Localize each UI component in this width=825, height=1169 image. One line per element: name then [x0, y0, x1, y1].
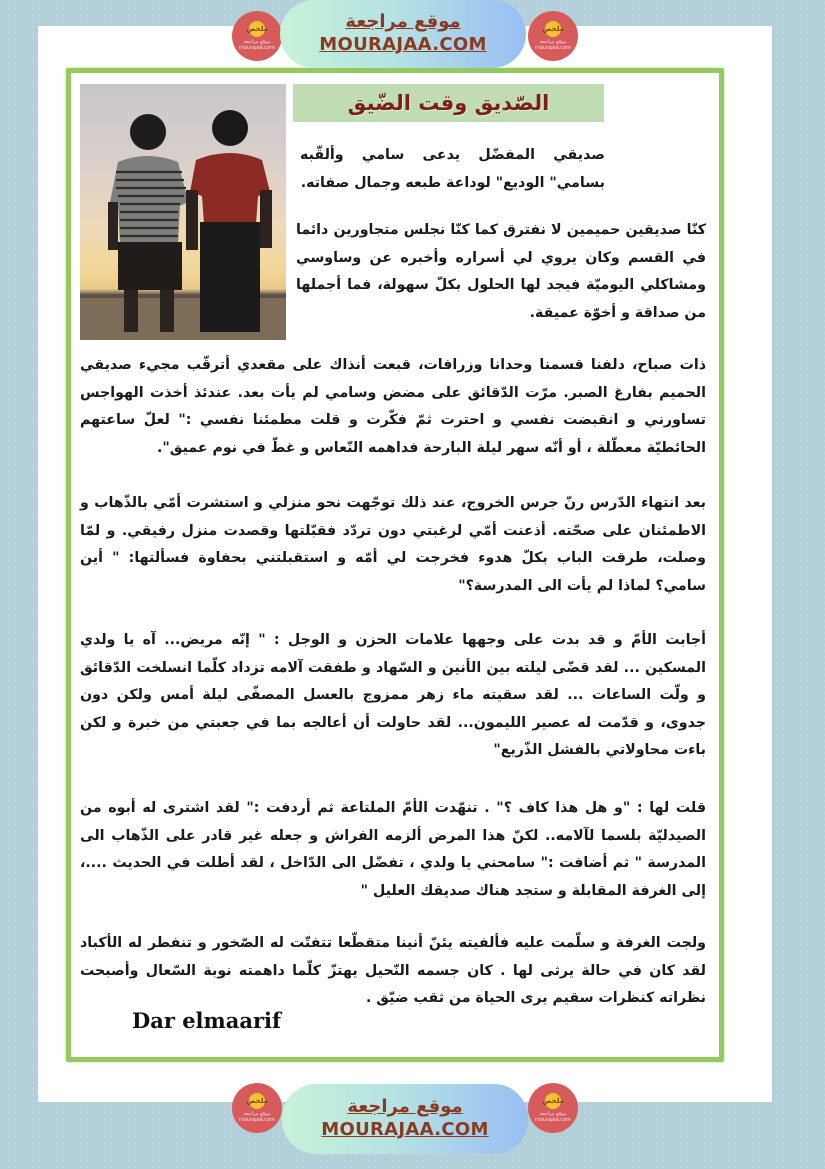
brand-latin-link[interactable]: MOURAJAA.COM [321, 1119, 489, 1140]
site-logo-top-right[interactable] [528, 11, 578, 61]
brand-latin-link[interactable]: MOURAJAA.COM [319, 34, 487, 55]
logo-caption: موقع مراجعة mourajaa.com [238, 39, 275, 51]
site-logo-top-left[interactable] [232, 11, 282, 61]
site-logo-bottom-left[interactable] [232, 1083, 282, 1133]
story-paragraph-4: بعد انتهاء الدّرس رنّ جرس الخروج، عند ذلك توجّهت نحو منزلي و استشرت أمّي بالذّهاب و الاطمئنان على صحّته. أذعنت أمّي لرغبتي دون تردّد فقبّلتها وقصدت منزل رفيقي. و لمّا وصلت، طرقت الباب بكلّ هدوء فخرجت لي أمّه و استقبلتني بحفاوة فسألتها: " أين سامي؟ لماذا لم يأت الى المدرسة؟" [80, 495, 706, 594]
boys-silhouette-image [80, 84, 286, 340]
story-illustration [80, 84, 286, 340]
story-paragraph-3: ذات صباح، دلفنا قسمنا وحدانا وزرافات، قبعت أنذاك على مقعدي أترقّب مجيء صديقي الحميم بفارغ الصبر. مرّت الدّقائق على مضض وسامي لم يأت بعد. عندئذ أخذت الهواجس تساورني و انقبضت نفسي و احترت ثمّ فكّرت و قلت مطمئنا نفسي :" لعلّ ساعتهم الحائطيّة معطّلة ، أو أنّه سهر ليلة البارحة فداهمه النّعاس و غطّ في نوم عميق". [80, 357, 706, 456]
story-paragraph-2: كنّا صديقين حميمين لا نفترق كما كنّا نجلس متجاورين دائما في القسم وكان يروي لي أسراره وأخبره عن وساوسي ومشاكلي اليوميّة فيجد لها الحلول بكلّ سهولة، فما أجملها من صداقة و أخوّة عميقة. [296, 222, 706, 321]
story-title: الصّديق وقت الضّيق [347, 91, 550, 115]
logo-badge-icon: ملخص [545, 1093, 561, 1109]
site-brand-banner-top[interactable] [280, 0, 526, 68]
story-title-banner [293, 84, 604, 122]
story-paragraph-6: قلت لها : "و هل هذا كاف ؟" . تنهّدت الأمّ الملتاعة ثم أردفت :" لقد اشترى له أبوه من الصيدليّة بلسما لآلامه.. لكنّ هذا المرض ألزمه الفراش و جعله غير قادر على الذّهاب الى المدرسة " ثم أضافت :" سامحني يا ولدي ، تفضّل الى الدّاخل ، لقد أطلت في الحديث ....، إلى الغرفة المقابلة و ستجد هناك صديقك العليل " [80, 800, 706, 899]
logo-caption: موقع مراجعة mourajaa.com [534, 39, 571, 51]
brand-arabic-link[interactable]: موقع مراجعة [345, 11, 461, 32]
logo-badge-icon: ملخص [249, 21, 265, 37]
site-logo-bottom-right[interactable] [528, 1083, 578, 1133]
story-paragraph-5: أجابت الأمّ و قد بدت على وجهها علامات الحزن و الوجل : " إنّه مريض... آه يا ولدي المسكين ... لقد قضّى ليلته بين الأنين و السّهاد و طفقت آلامه تزداد كلّما انسلخت الدّقائق و ولّت الساعات ... لقد سقيته ماء زهر ممزوج بالعسل المصفّى ليلة أمس ولكن دون جدوى، و قدّمت له عصير الليمون... لقد حاولت أن أعالجه بما في جعبتي من خبرة و لكن باءت محاولاتي بالفشل الذّريع" [80, 632, 706, 758]
logo-caption: موقع مراجعة mourajaa.com [238, 1111, 275, 1123]
story-paragraph-1: صديقي المفضّل يدعى سامي وألقّبه بسامي" الوديع" لوداعة طبعه وجمال صفاته. [300, 147, 605, 191]
logo-badge-icon: ملخص [545, 21, 561, 37]
source-credit: Dar elmaarif [132, 1008, 282, 1033]
story-paragraph-7: ولجت الغرفة و سلّمت عليه فألفيته يئنّ أنينا متقطّعا تتفتّت له الصّخور و تنفطر له الأكباد لقد كان في حالة يرثى لها . كان جسمه النّحيل يهتزّ كلّما داهمته نوبة السّعال وأصبحت نظراته كنظرات سقيم يرى الحياة من ثقب ضيّق . [80, 935, 706, 1006]
logo-badge-icon: ملخص [249, 1093, 265, 1109]
brand-arabic-link[interactable]: موقع مراجعة [347, 1096, 463, 1117]
logo-caption: موقع مراجعة mourajaa.com [534, 1111, 571, 1123]
site-brand-banner-bottom[interactable] [282, 1084, 528, 1154]
